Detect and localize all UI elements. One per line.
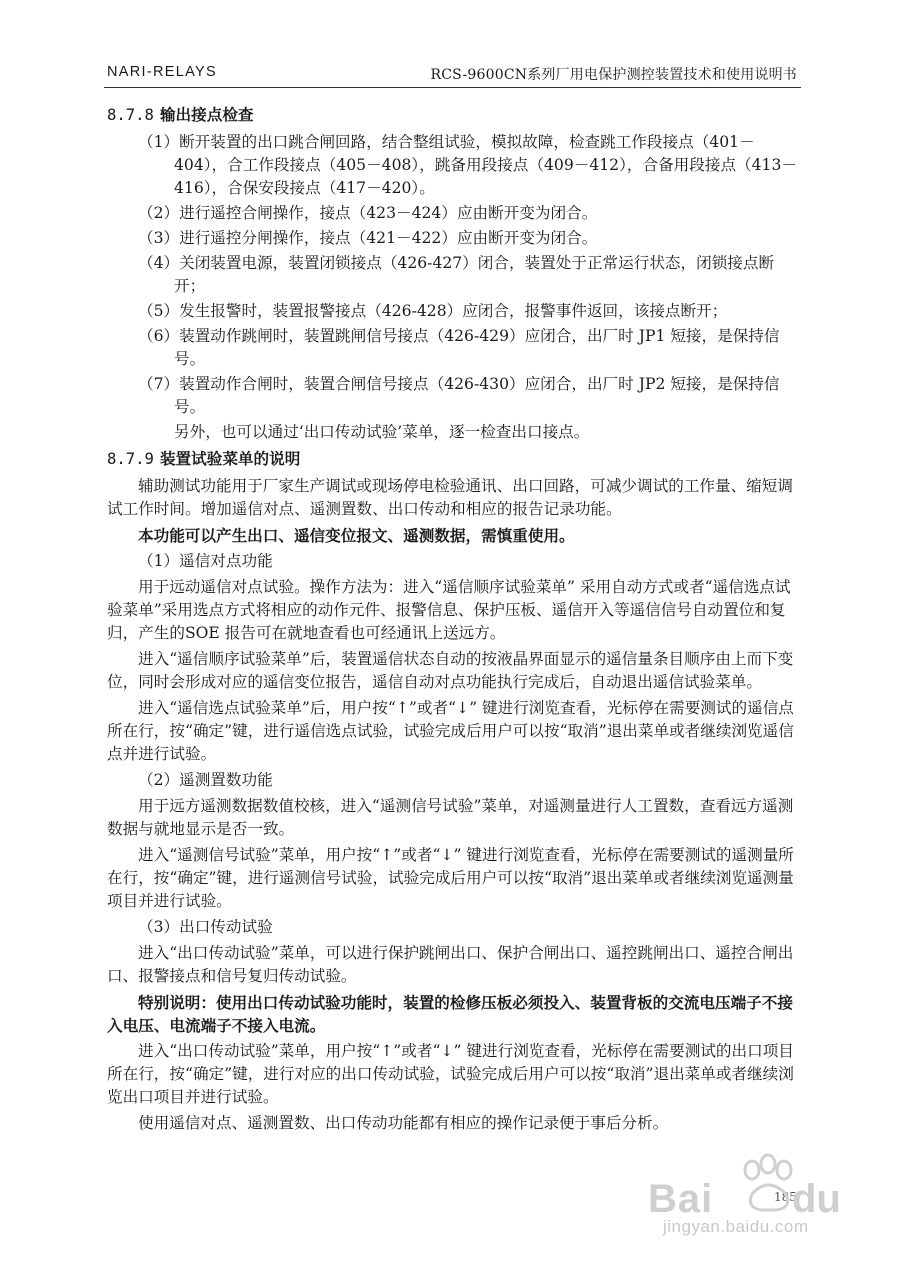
subsection-title: （2）遥测置数功能 — [138, 771, 273, 789]
section-heading-878 — [107, 103, 801, 127]
header-brand: NARI-RELAYS — [107, 64, 217, 80]
paragraph: 用于远方遥测数据数值校核，进入“遥测信号试验”菜单，对遥测量进行人工置数，查看远方遥测数据与就地显示是否一致。 — [107, 797, 794, 838]
list-item: （6）装置动作跳闸时，装置跳闸信号接点（426-429）应闭合，出厂时 JP1 短接，是保持信号。 — [138, 327, 780, 368]
section-title: 输出接点检查 — [159, 105, 254, 124]
list-item: （7）装置动作合闸时，装置合闸信号接点（426-430）应闭合，出厂时 JP2 短接，是保持信号。 — [138, 375, 780, 416]
list-item: （3）进行遥控分闸操作，接点（421－422）应由断开变为闭合。 — [138, 229, 598, 247]
section-note: 另外，也可以通过‘出口传动试验’菜单，逐一检查出口接点。 — [174, 423, 590, 441]
page-number: 185 — [774, 1190, 797, 1204]
svg-text:du: du — [792, 1177, 841, 1221]
section-number: 8.7.9 — [107, 450, 154, 468]
paragraph: 用于远动遥信对点试验。操作方法为：进入“遥信顺序试验菜单” 采用自动方式或者“遥信选点试验菜单”采用选点方式将相应的动作元件、报警信息、保护压板、遥信开入等遥信信号自动置位和复归，产生的SOE 报告可在就地查看也可经通讯上送远方。 — [107, 578, 791, 642]
section-heading-879 — [107, 447, 801, 471]
paragraph: 进入“遥信选点试验菜单”后，用户按“↑”或者“↓” 键进行浏览查看，光标停在需要测试的遥信点所在行，按“确定”键，进行遥信选点试验，试验完成后用户可以按“取消”退出菜单或者继续浏览遥信点并进行试验。 — [107, 699, 794, 763]
list-item: （2）进行遥控合闸操作，接点（423－424）应由断开变为闭合。 — [138, 204, 598, 222]
warning-paragraph: 本功能可以产生出口、遥信变位报文、遥测数据，需慎重使用。 — [138, 526, 575, 545]
paragraph: 进入“遥信顺序试验菜单”后，装置遥信状态自动的按液晶界面显示的遥信量条目顺序由上而下变位，同时会形成对应的遥信变位报告，遥信自动对点功能执行完成后，自动退出遥信试验菜单。 — [107, 650, 794, 691]
subsection-title: （3）出口传动试验 — [138, 918, 273, 936]
closing-paragraph: 使用遥信对点、遥测置数、出口传动功能都有相应的操作记录便于事后分析。 — [138, 1114, 669, 1132]
list-item: （5）发生报警时，装置报警接点（426-428）应闭合，报警事件返回，该接点断开； — [138, 302, 728, 320]
section-title: 装置试验菜单的说明 — [159, 449, 301, 468]
paragraph: 进入“出口传动试验”菜单，用户按“↑”或者“↓” 键进行浏览查看，光标停在需要测试的出口项目所在行，按“确定”键，进行对应的出口传动试验，试验完成后用户可以按“取消”退出菜单或者继续浏览出口项目并进行试验。 — [107, 1042, 794, 1106]
list-item: （1）断开装置的出口跳合闸回路，结合整组试验，模拟故障，检查跳工作段接点（401－404），合工作段接点（405－408），跳备用段接点（409－412），合备用段接点（413－416），合保安段接点（417－420）。 — [138, 133, 797, 197]
header-doc-title: RCS-9600CN系列厂用电保护测控装置技术和使用说明书 — [430, 67, 797, 83]
section-number: 8.7.8 — [107, 106, 154, 124]
header-divider — [104, 87, 801, 88]
paragraph: 进入“出口传动试验”菜单，可以进行保护跳闸出口、保护合闸出口、遥控跳闸出口、遥控合闸出口、报警接点和信号复归传动试验。 — [107, 944, 794, 985]
svg-text:Bai: Bai — [648, 1177, 714, 1221]
intro-paragraph: 辅助测试功能用于厂家生产调试或现场停电检验通讯、出口回路，可减少调试的工作量、缩短调试工作时间。增加遥信对点、遥测置数、出口传动和相应的报告记录功能。 — [107, 477, 793, 518]
list-item: （4）关闭装置电源，装置闭锁接点（426-427）闭合，装置处于正常运行状态，闭锁接点断开； — [138, 254, 775, 295]
document-body — [107, 103, 801, 1138]
special-note-paragraph: 特别说明：使用出口传动试验功能时，装置的检修压板必须投入、装置背板的交流电压端子不接入电压、电流端子不接入电流。 — [107, 993, 793, 1035]
watermark-url: jingyan.baidu.com — [663, 1217, 809, 1236]
subsection-title: （1）遥信对点功能 — [138, 552, 273, 570]
paragraph: 进入“遥测信号试验”菜单，用户按“↑”或者“↓” 键进行浏览查看，光标停在需要测试的遥测量所在行，按“确定”键，进行遥测信号试验，试验完成后用户可以按“取消”退出菜单或者继续浏览遥测量项目并进行试验。 — [107, 846, 794, 910]
